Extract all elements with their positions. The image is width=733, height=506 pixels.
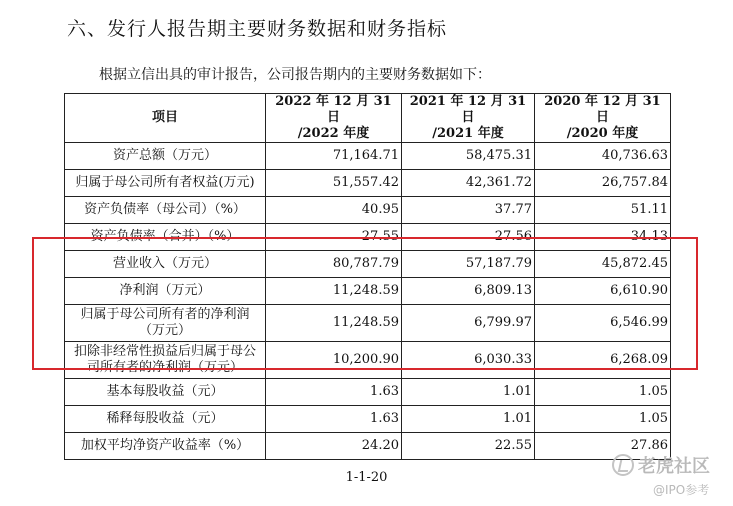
row-label: 加权平均净资产收益率（%）: [65, 433, 266, 460]
value-cell: 11,248.59: [266, 305, 402, 342]
section-title: 六、发行人报告期主要财务数据和财务指标: [67, 18, 448, 40]
value-cell: 51.11: [535, 197, 671, 224]
value-cell: 6,030.33: [402, 342, 535, 379]
row-label: 归属于母公司所有者权益(万元): [65, 170, 266, 197]
table-row: [65, 143, 671, 170]
table-row: [65, 433, 671, 460]
value-cell: 45,872.45: [535, 251, 671, 278]
value-cell: 27.56: [402, 224, 535, 251]
value-cell: 10,200.90: [266, 342, 402, 379]
header-2020: 2020 年 12 月 31 日 /2020 年度: [535, 94, 671, 143]
value-cell: 11,248.59: [266, 278, 402, 305]
watermark-brand: [612, 452, 710, 478]
value-cell: 1.01: [402, 379, 535, 406]
value-cell: 1.63: [266, 406, 402, 433]
value-cell: 6,610.90: [535, 278, 671, 305]
value-cell: 71,164.71: [266, 143, 402, 170]
value-cell: 1.01: [402, 406, 535, 433]
value-cell: 80,787.79: [266, 251, 402, 278]
table-body: [65, 143, 671, 460]
table-header-row: [65, 94, 671, 143]
header-item: 项目: [65, 94, 266, 143]
table-row: [65, 379, 671, 406]
table-row: [65, 342, 671, 379]
value-cell: 57,187.79: [402, 251, 535, 278]
watermark-brand-text: 老虎社区: [638, 456, 710, 477]
value-cell: 6,268.09: [535, 342, 671, 379]
row-label: 资产负债率（合并）（%）: [65, 224, 266, 251]
value-cell: 27.55: [266, 224, 402, 251]
table-row: [65, 278, 671, 305]
row-label: 净利润（万元）: [65, 278, 266, 305]
value-cell: 6,546.99: [535, 305, 671, 342]
value-cell: 27.86: [535, 433, 671, 460]
row-label: 资产负债率（母公司）（%）: [65, 197, 266, 224]
table-row: [65, 224, 671, 251]
intro-text: 根据立信出具的审计报告，公司报告期内的主要财务数据如下：: [99, 67, 491, 83]
value-cell: 22.55: [402, 433, 535, 460]
value-cell: 37.77: [402, 197, 535, 224]
row-label: 扣除非经常性损益后归属于母公 司所有者的净利润（万元）: [65, 342, 266, 379]
value-cell: 1.63: [266, 379, 402, 406]
value-cell: 24.20: [266, 433, 402, 460]
value-cell: 51,557.42: [266, 170, 402, 197]
table-row: [65, 197, 671, 224]
value-cell: 1.05: [535, 406, 671, 433]
value-cell: 26,757.84: [535, 170, 671, 197]
header-2022: 2022 年 12 月 31 日 /2022 年度: [266, 94, 402, 143]
value-cell: 58,475.31: [402, 143, 535, 170]
row-label: 营业收入（万元）: [65, 251, 266, 278]
tiger-logo-icon: [612, 454, 634, 476]
value-cell: 6,799.97: [402, 305, 535, 342]
page-number: 1-1-20: [345, 470, 388, 485]
table-row: [65, 170, 671, 197]
row-label: 基本每股收益（元）: [65, 379, 266, 406]
table-row: [65, 251, 671, 278]
table-row: [65, 406, 671, 433]
row-label: 资产总额（万元）: [65, 143, 266, 170]
value-cell: 34.13: [535, 224, 671, 251]
row-label: 归属于母公司所有者的净利润 （万元）: [65, 305, 266, 342]
value-cell: 42,361.72: [402, 170, 535, 197]
value-cell: 40,736.63: [535, 143, 671, 170]
watermark-handle: @IPO参考: [653, 483, 710, 497]
financial-data-table: [64, 93, 671, 460]
value-cell: 6,809.13: [402, 278, 535, 305]
value-cell: 40.95: [266, 197, 402, 224]
table-row: [65, 305, 671, 342]
header-2021: 2021 年 12 月 31 日 /2021 年度: [402, 94, 535, 143]
value-cell: 1.05: [535, 379, 671, 406]
row-label: 稀释每股收益（元）: [65, 406, 266, 433]
